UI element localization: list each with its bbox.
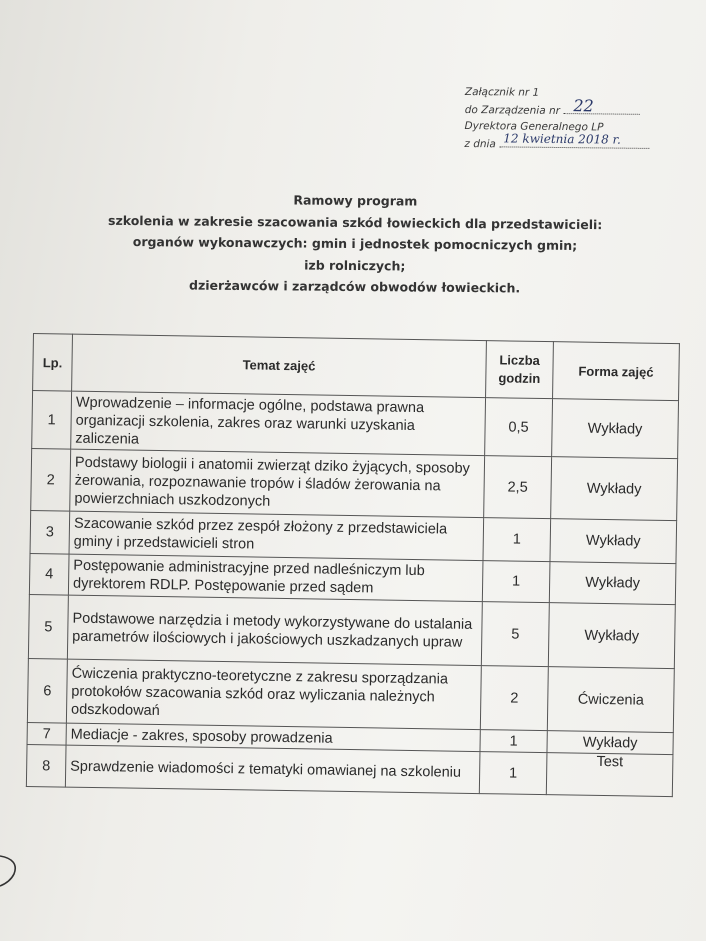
cell-lp: 4 xyxy=(29,553,69,595)
cell-temat: Ćwiczenia praktyczno-teoretyczne z zakresu sporządzania protokołów szacowania szkód oraz wyliczania należnych odszkodowań xyxy=(66,659,481,729)
cell-lp: 6 xyxy=(27,658,67,723)
header-godziny-line2: godzin xyxy=(498,370,541,386)
cell-temat: Podstawy biologii i anatomii zwierząt dziko żyjących, sposoby żerowania, rozpoznawanie tropów i śladów żerowania na powierzchniach uszkodzonych xyxy=(70,449,485,517)
cell-temat: Postępowanie administracyjne przed nadleśniczym lub dyrektorem RDLP. Postępowanie przed sądem xyxy=(68,554,483,601)
pen-mark xyxy=(0,850,22,890)
cell-lp: 1 xyxy=(32,391,72,450)
table-row xyxy=(26,744,673,796)
title-line-4: izb rolniczych; xyxy=(304,257,406,273)
document-title xyxy=(60,187,651,300)
cell-temat: Mediacje - zakres, sposoby prowadzenia xyxy=(66,723,480,752)
table-row xyxy=(27,658,674,732)
cell-godziny: 1 xyxy=(482,561,550,603)
cell-godziny: 5 xyxy=(481,602,549,667)
cell-forma: Wykłady xyxy=(549,562,676,605)
annex-order-field xyxy=(563,96,639,116)
cell-temat: Podstawowe narzędzia i metody wykorzystywane do ustalania parametrów ilościowych i jakościowych uszkadzanych upraw xyxy=(67,595,482,665)
cell-lp: 5 xyxy=(28,594,68,659)
cell-godziny: 1 xyxy=(479,752,547,795)
handwritten-date: 12 kwietnia 2018 r. xyxy=(503,131,621,147)
annex-date-line xyxy=(464,131,649,154)
table-row xyxy=(31,448,678,520)
cell-forma: Wykłady xyxy=(552,399,679,459)
cell-temat: Szacowanie szkód przez zespół złożony z przedstawiciela gminy i przedstawicieli stron xyxy=(69,511,484,560)
pen-stroke xyxy=(0,856,15,886)
cell-godziny: 1 xyxy=(483,518,551,562)
program-table xyxy=(26,333,680,797)
cell-lp: 3 xyxy=(30,510,70,554)
header-godziny-line1: Liczba xyxy=(499,352,540,368)
program-table-wrapper xyxy=(26,333,680,797)
annex-date-field xyxy=(499,131,649,149)
title-line-5: dzierżawców i zarządców obwodów łowieckich. xyxy=(189,277,521,296)
header-forma: Forma zajęć xyxy=(553,342,680,401)
header-temat: Temat zajęć xyxy=(72,334,487,397)
annex-header xyxy=(464,84,650,154)
cell-temat: Wprowadzenie – informacje ogólne, podstawa prawna organizacji szkolenia, zakres oraz warunki uzyskania zaliczenia xyxy=(71,391,486,455)
cell-forma: Wykłady xyxy=(551,457,678,521)
annex-issuer: Dyrektora Generalnego LP xyxy=(464,119,604,134)
annex-number: Załącznik nr 1 xyxy=(464,85,540,99)
table-header-row xyxy=(33,334,680,401)
cell-lp: 8 xyxy=(26,744,66,787)
cell-godziny: 2,5 xyxy=(484,456,552,519)
header-godziny xyxy=(486,341,554,399)
cell-godziny: 0,5 xyxy=(485,398,553,457)
cell-temat: Sprawdzenie wiadomości z tematyki omawianej na szkoleniu xyxy=(65,745,480,793)
title-line-1: Ramowy program xyxy=(293,192,418,209)
title-line-3: organów wykonawczych: gmin i jednostek pomocniczych gmin; xyxy=(132,234,578,253)
cell-lp: 7 xyxy=(27,722,66,745)
cell-forma: Wykłady xyxy=(550,519,677,564)
annex-order-line xyxy=(464,96,650,120)
table-row xyxy=(32,391,679,459)
handwritten-order-number: 22 xyxy=(573,96,594,116)
cell-forma: Test xyxy=(546,753,673,797)
cell-forma: Wykłady xyxy=(547,731,673,755)
annex-date-label: z dnia xyxy=(464,137,496,151)
annex-order-label: do Zarządzenia nr xyxy=(464,103,561,117)
cell-forma: Wykłady xyxy=(548,603,675,669)
cell-forma: Ćwiczenia xyxy=(547,667,674,733)
cell-godziny: 2 xyxy=(480,666,548,731)
cell-godziny: 1 xyxy=(480,730,547,753)
table-row xyxy=(28,594,675,668)
header-lp: Lp. xyxy=(33,334,73,392)
cell-lp: 2 xyxy=(31,448,71,511)
title-line-2: szkolenia w zakresie szacowania szkód łowieckich dla przedstawicieli: xyxy=(107,212,603,232)
